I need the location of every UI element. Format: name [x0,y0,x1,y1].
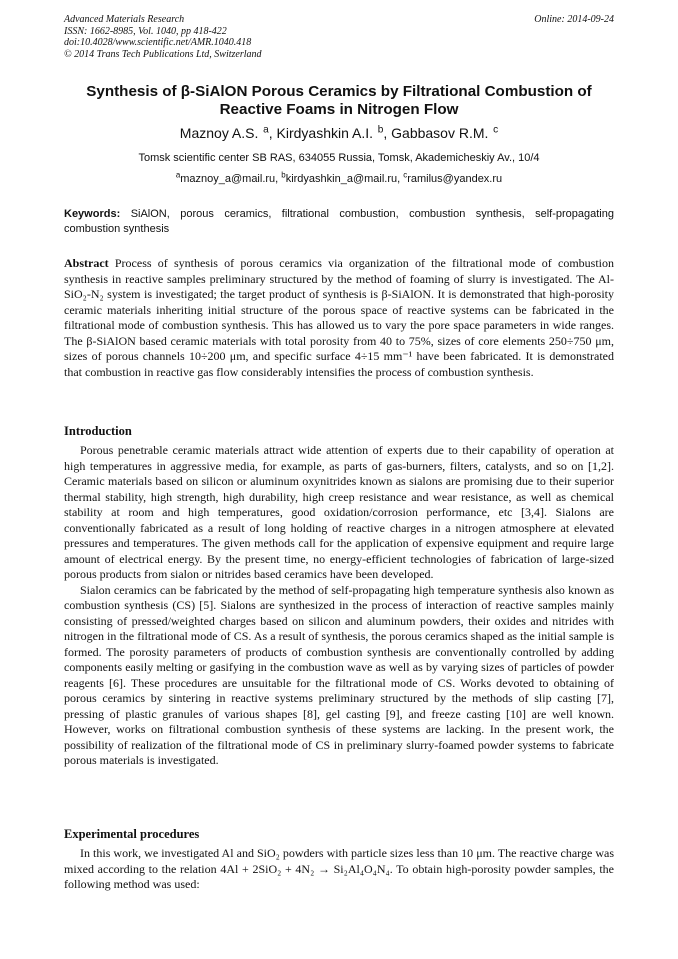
author-list: Maznoy A.S. $^a$, Kirdyashkin A.I. $^b$, Gabbasov R.M. $^c$ [179,124,499,141]
journal-issn: ISSN: 1662-8985, Vol. 1040, pp 418-422 [64,25,227,37]
experimental-paragraph-1 [64,846,614,893]
reaction-equation: 4Al + 2SiO₂ + 4N₂ → Si₂Al₄O₄N₄ [220,861,390,876]
abstract-text: Process of synthesis of porous ceramics via organization of the filtrational mode of combustion synthesis in reactive samples preliminary structured by the method of foaming of slurry is investigated. The Al-SiO₂-N₂ system is investigated; the target product of synthesis is β-SiAlON. It is demonstrated that high-porosity ceramic materials inheriting initial structure of the porous space of reactive systems can be fabricated in the filtrational mode of combustion synthesis. This has allowed us to vary the pore space parameters in wide ranges. The β-SiAlON based ceramic materials with total porosity from 40 to 75%, sizes of core elements 250÷750 μm, sizes of porous channels 10÷200 μm, and specific surface 4÷15 mm⁻¹ have been fabricated. It is demonstrated that combustion in reactive gas flow considerably intensifies the process of combustion synthesis. [64,256,615,379]
keywords-label: Keywords: [64,208,121,220]
email-2-sup: b [281,170,286,180]
keywords-text: SiAlON, porous ceramics, filtrational combustion, combustion synthesis, self-propagating combustion synthesis [64,208,614,235]
abstract-label: Abstract [64,256,109,270]
journal-header [64,14,614,60]
introduction-heading: Introduction [64,424,132,438]
email-3[interactable]: ramilus@yandex.ru [407,173,503,185]
journal-name: Advanced Materials Research [64,14,185,25]
experimental-text-b: . To obtain high-porosity powder samples, the following method was used: [64,861,615,891]
journal-copyright: © 2014 Trans Tech Publications Ltd, Switzerland [64,48,262,60]
experimental-text-a: In this work, we investigated Al and SiO₂ powders with particle sizes less than 10 μm. The reactive charge was mixed according to the relation [64,846,614,876]
author-3-sup: c [493,124,499,136]
experimental-heading: Experimental procedures [64,827,200,841]
keywords-block [64,207,614,236]
journal-info [64,14,262,60]
author-emails: $^a$maznoy_a@mail.ru, $^b$kirdyashkin_a@mail.ru, $^c$ramilus@yandex.ru [175,170,503,185]
paper-title [50,83,628,119]
author-2-sup: b [377,124,384,136]
author-1-sup: a [263,124,269,136]
author-2: Kirdyashkin A.I. [276,125,374,141]
author-1: Maznoy A.S. [179,125,259,141]
abstract-block [64,256,614,380]
experimental-section [64,826,614,893]
email-3-sup: c [403,170,408,180]
online-date: Online: 2014-09-24 [534,14,614,25]
author-3: Gabbasov R.M. [391,125,489,141]
introduction-paragraph-2: Sialon ceramics can be fabricated by the method of self-propagating high temperature synthesis also known as combustion synthesis (CS) [5]. Sialons are synthesized in the process of interaction of reactive samples mainly consisting of pressed/weighted charges based on silicon and aluminum powders, their oxides and nitrides with nitrogen in the filtrational mode of CS. As a result of synthesis, the porous ceramics shaped as the initial sample is formed. The porosity parameters of products of combustion synthesis are conventionally controlled by adding components easily melting or gasifying in the combustion wave as well as by varying sizes of particles of powder reagents [6]. These procedures are unsuitable for the filtrational mode of CS. Works devoted to obtaining of porous ceramics by sintering in reactive systems preliminary structured by the methods of slip casting [7], pressing of plastic granules of various shapes [8], gel casting [9], and freeze casting [10] are well known. However, works on filtrational combustion synthesis of these systems are lacking. In the present work, the possibility of realization of the filtrational mode of CS in preliminary slurry-foamed powder systems to fabricate porous materials is investigated. [64,582,614,767]
journal-doi: doi:10.4028/www.scientific.net/AMR.1040.418 [64,37,252,48]
email-1[interactable]: maznoy_a@mail.ru [180,173,276,185]
email-1-sup: a [175,170,181,180]
title-line-1: Synthesis of β-SiAlON Porous Ceramics by Filtrational Combustion of [86,83,592,100]
introduction-paragraph-1: Porous penetrable ceramic materials attract wide attention of experts due to their capability of operation at high temperatures in aggressive media, for example, as parts of gas-burners, filters, catalysts, and so on [1,2]. Ceramic materials based on silicon or aluminum oxynitrides known as sialons are promising due to their superior thermal stability, high strength, high durability, high creep resistance and wear resistance, as well as chemical stability at room and high temperatures, good oxidation/corrosion performance, etc [3,4]. Sialons are conventionally fabricated as a result of long holding of reactive charges in a nitrogen atmosphere at elevated pressures and temperatures. The given methods call for the application of expensive equipment and require large amount of electrical energy. By the present time, no energy-efficient technologies of fabrication of large-sized porous products from sialon or nitrides based ceramics have been developed. [64,443,614,581]
affiliation: Tomsk scientific center SB RAS, 634055 Russia, Tomsk, Akademicheskiy Av., 10/4 [138,152,540,164]
title-line-2: Reactive Foams in Nitrogen Flow [219,101,459,118]
introduction-section [64,423,614,769]
email-2[interactable]: kirdyashkin_a@mail.ru [285,173,398,185]
